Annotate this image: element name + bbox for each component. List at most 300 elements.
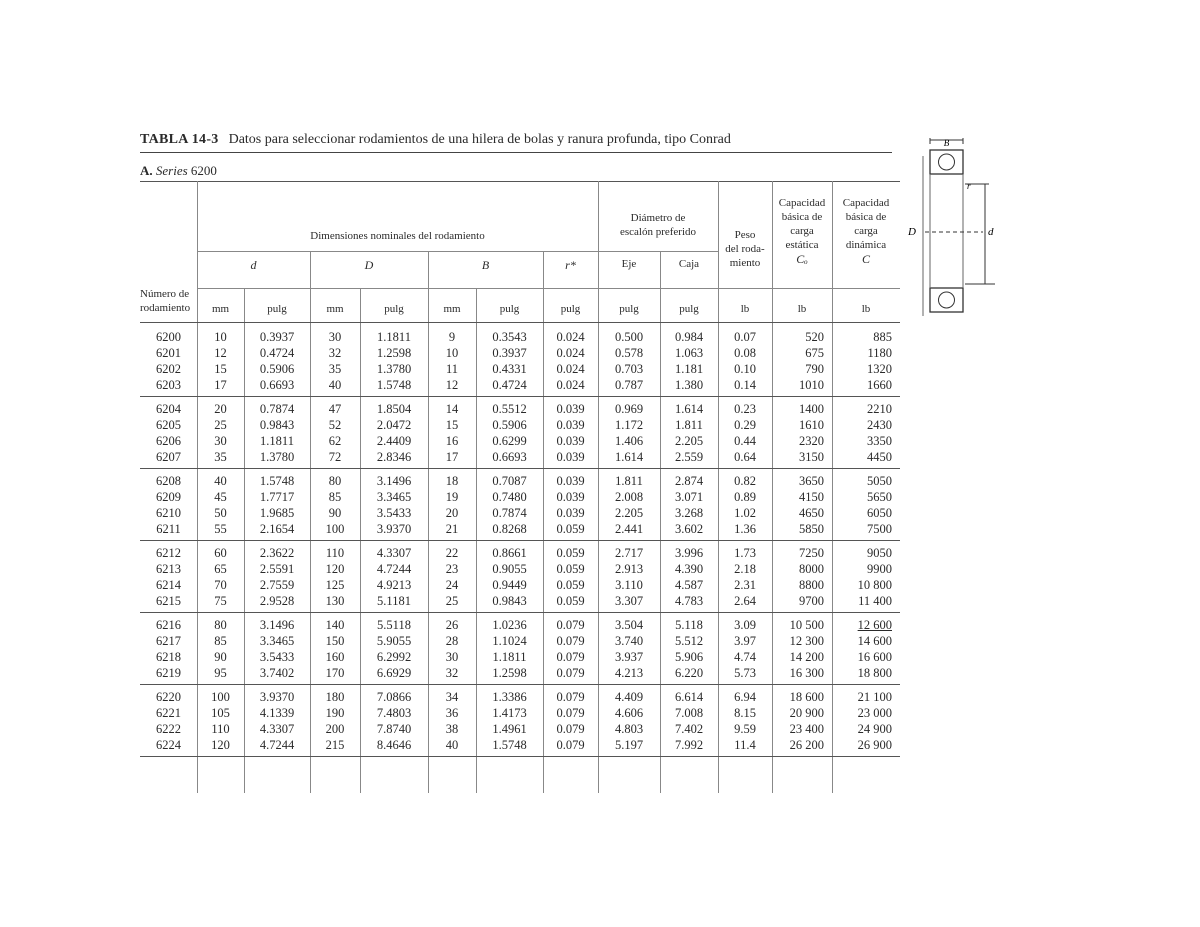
- table-cell: 7.4803: [376, 706, 412, 720]
- table-cell: 0.7874: [492, 506, 527, 520]
- table-cell: 1660: [867, 378, 892, 392]
- table-cell: 6209: [156, 490, 181, 504]
- table-cell: 1.181: [674, 362, 704, 376]
- table-cell: 885: [873, 330, 892, 344]
- table-title: [140, 132, 731, 148]
- table-cell: 0.5512: [492, 402, 527, 416]
- table-cell: 5.197: [614, 738, 644, 752]
- table-cell: 1.8504: [376, 402, 412, 416]
- table-cell: 0.6693: [259, 378, 295, 392]
- table-cell: 2.008: [614, 490, 644, 504]
- table-cell: 62: [328, 434, 342, 448]
- table-row: [140, 473, 900, 489]
- table-cell: 30: [214, 434, 227, 448]
- table-cell: 12: [445, 378, 459, 392]
- table-cell: 9: [448, 330, 456, 344]
- table-cell: 0.059: [556, 594, 585, 608]
- table-cell: 0.039: [556, 490, 585, 504]
- table-cell: 52: [328, 418, 342, 432]
- table-cell: 1.1811: [492, 650, 527, 664]
- table-cell: 6221: [156, 706, 181, 720]
- table-cell: 1.811: [675, 418, 703, 432]
- table-cell: 0.079: [556, 690, 585, 704]
- table-cell: 19: [445, 490, 459, 504]
- table-cell: 14 600: [857, 634, 892, 648]
- table-cell: 6208: [156, 474, 181, 488]
- table-cell: 9700: [799, 594, 824, 608]
- table-cell: 22: [445, 546, 459, 560]
- table-cell: 4.606: [614, 706, 644, 720]
- table-cell: 15: [214, 362, 227, 376]
- table-cell: 5850: [799, 522, 824, 536]
- table-row: [140, 521, 900, 537]
- table-row: [140, 345, 900, 361]
- table-cell: 4450: [867, 450, 892, 464]
- table-cell: 24: [445, 578, 459, 592]
- col-diametro-header: Diámetro de escalón preferido: [619, 212, 697, 238]
- table-cell: 0.039: [556, 434, 585, 448]
- table-cell: 0.7874: [259, 402, 295, 416]
- table-row: [140, 593, 900, 609]
- table-cell: 0.039: [556, 402, 585, 416]
- col-r-header: r*: [565, 258, 576, 272]
- table-cell: 520: [805, 330, 824, 344]
- table-cell: 4.3307: [259, 722, 295, 736]
- table-cell: 47: [328, 402, 342, 416]
- table-cell: 90: [214, 650, 227, 664]
- row-group: [140, 541, 900, 613]
- table-cell: 675: [805, 346, 824, 360]
- table-cell: 100: [211, 690, 230, 704]
- table-cell: 3.268: [674, 506, 704, 520]
- table-cell: 95: [214, 666, 227, 680]
- table-cell: 0.079: [556, 738, 585, 752]
- table-cell: 4.390: [674, 562, 704, 576]
- table-cell: 1.3386: [492, 690, 527, 704]
- table-cell: 10: [445, 346, 459, 360]
- table-cell: 11 400: [858, 594, 892, 608]
- table-cell: 2.205: [614, 506, 644, 520]
- table-cell: 1.3780: [376, 362, 412, 376]
- table-row: [140, 329, 900, 345]
- table-cell: 1.2598: [492, 666, 527, 680]
- table-cell: 0.024: [556, 330, 585, 344]
- table-cell: 6210: [156, 506, 181, 520]
- table-cell: 10 500: [789, 618, 824, 632]
- table-cell: 0.969: [614, 402, 644, 416]
- table-cell: 0.07: [734, 330, 756, 344]
- table-cell: 9.59: [734, 722, 756, 736]
- table-cell: 7.992: [674, 738, 704, 752]
- table-cell: 2.5591: [259, 562, 295, 576]
- table-cell: 1.614: [614, 450, 644, 464]
- table-cell: 1610: [799, 418, 824, 432]
- table-cell: 3150: [799, 450, 824, 464]
- table-cell: 80: [328, 474, 342, 488]
- table-cell: 1.4961: [492, 722, 527, 736]
- row-group: [140, 685, 900, 757]
- table-cell: 35: [214, 450, 227, 464]
- table-cell: 0.7087: [492, 474, 527, 488]
- table-cell: 3.996: [674, 546, 704, 560]
- table-cell: 2210: [867, 402, 892, 416]
- table-row: [140, 705, 900, 721]
- table-cell: 6213: [156, 562, 181, 576]
- table-cell: 2.4409: [376, 434, 412, 448]
- table-cell: 3.1496: [376, 474, 412, 488]
- table-row: [140, 633, 900, 649]
- row-group: [140, 325, 900, 397]
- col-D-header: D: [364, 258, 374, 272]
- table-cell: 8000: [799, 562, 824, 576]
- table-cell: 20: [214, 402, 227, 416]
- table-cell: 1180: [867, 346, 892, 360]
- table-cell: 4650: [799, 506, 824, 520]
- table-cell: 160: [325, 650, 345, 664]
- table-cell: 90: [328, 506, 342, 520]
- table-cell: 0.059: [556, 546, 585, 560]
- header-subrule: [197, 251, 718, 252]
- table-cell: 6.220: [674, 666, 704, 680]
- series-heading: [140, 163, 217, 179]
- table-cell: 6205: [156, 418, 181, 432]
- unit-label: mm: [211, 303, 230, 315]
- table-cell: 6217: [156, 634, 181, 648]
- table-cell: 3650: [799, 474, 824, 488]
- table-row: [140, 665, 900, 681]
- table-cell: 1.1811: [260, 434, 294, 448]
- table-cell: 0.079: [556, 618, 585, 632]
- table-cell: 3.307: [614, 594, 644, 608]
- table-cell: 12 600: [857, 618, 892, 632]
- table-cell: 7500: [867, 522, 892, 536]
- table-cell: 14 200: [789, 650, 824, 664]
- table-cell: 17: [214, 378, 227, 392]
- table-cell: 0.059: [556, 578, 585, 592]
- header-top-rule: [140, 181, 900, 182]
- table-cell: 0.23: [734, 402, 756, 416]
- table-cell: 4.1339: [259, 706, 295, 720]
- table-cell: 0.7480: [492, 490, 527, 504]
- table-cell: 180: [325, 690, 345, 704]
- table-cell: 0.9055: [492, 562, 527, 576]
- row-group: [140, 613, 900, 685]
- ball-bottom: [939, 292, 955, 308]
- diagram-label-d: d: [988, 226, 994, 238]
- table-cell: 790: [805, 362, 824, 376]
- table-row: [140, 489, 900, 505]
- table-cell: 0.9843: [492, 594, 527, 608]
- table-cell: 6050: [867, 506, 892, 520]
- table-cell: 85: [328, 490, 342, 504]
- table-cell: 3.110: [615, 578, 643, 592]
- table-cell: 3.3465: [259, 634, 295, 648]
- table-cell: 50: [214, 506, 227, 520]
- table-cell: 1.5748: [376, 378, 412, 392]
- col-caja-header: Caja: [678, 258, 700, 270]
- table-cell: 0.039: [556, 450, 585, 464]
- table-cell: 5.9055: [376, 634, 412, 648]
- bearing-diagram: [905, 138, 1000, 318]
- table-cell: 200: [325, 722, 345, 736]
- table-cell: 17: [445, 450, 459, 464]
- table-cell: 36: [445, 706, 459, 720]
- unit-label: pulg: [619, 303, 639, 315]
- table-cell: 0.039: [556, 418, 585, 432]
- unit-label: pulg: [679, 303, 699, 315]
- table-cell: 6219: [156, 666, 181, 680]
- table-cell: 2.18: [734, 562, 756, 576]
- table-cell: 6202: [156, 362, 181, 376]
- col-cap-estatica-header: Capacidad básica de carga estática Cₒ: [778, 197, 826, 266]
- table-cell: 7250: [799, 546, 824, 560]
- table-cell: 110: [325, 546, 345, 560]
- table-cell: 2.31: [734, 578, 756, 592]
- table-cell: 18 800: [857, 666, 892, 680]
- table-cell: 2.7559: [259, 578, 295, 592]
- unit-label: lb: [861, 303, 871, 315]
- table-cell: 1.1811: [377, 330, 411, 344]
- table-cell: 2.717: [614, 546, 644, 560]
- table-cell: 7.0866: [376, 690, 412, 704]
- table-cell: 7.402: [674, 722, 704, 736]
- table-cell: 38: [445, 722, 459, 736]
- table-row: [140, 689, 900, 705]
- header-bottom-rule: [140, 322, 900, 323]
- unit-label: pulg: [560, 303, 581, 315]
- unit-label: mm: [443, 303, 461, 315]
- table-cell: 0.6299: [492, 434, 527, 448]
- table-cell: 5.5118: [377, 618, 411, 632]
- table-cell: 3.9370: [259, 690, 295, 704]
- table-cell: 6218: [156, 650, 181, 664]
- table-cell: 0.984: [674, 330, 704, 344]
- table-cell: 6207: [156, 450, 181, 464]
- table-cell: 0.5906: [492, 418, 527, 432]
- table-cell: 0.10: [734, 362, 756, 376]
- table-cell: 3.740: [614, 634, 644, 648]
- unit-label: mm: [326, 303, 344, 315]
- table-cell: 23 000: [857, 706, 892, 720]
- table-cell: 24 900: [857, 722, 892, 736]
- table-cell: 1.406: [614, 434, 644, 448]
- table-cell: 16 600: [857, 650, 892, 664]
- table-cell: 6222: [156, 722, 181, 736]
- table-cell: 6201: [156, 346, 181, 360]
- table-cell: 0.578: [614, 346, 644, 360]
- table-cell: 3.97: [734, 634, 756, 648]
- table-cell: 5.73: [734, 666, 756, 680]
- title-rule: [140, 152, 892, 153]
- table-row: [140, 401, 900, 417]
- table-cell: 0.024: [556, 378, 585, 392]
- table-row: [140, 649, 900, 665]
- table-cell: 0.500: [614, 330, 644, 344]
- table-cell: 4.803: [614, 722, 644, 736]
- table-cell: 140: [325, 618, 345, 632]
- table-cell: 3.5433: [376, 506, 412, 520]
- table-cell: 3.09: [734, 618, 756, 632]
- diagram-label-B: B: [943, 138, 950, 148]
- table-label: TABLA 14-3: [140, 132, 219, 147]
- table-cell: 0.8268: [492, 522, 527, 536]
- table-cell: 80: [214, 618, 227, 632]
- table-cell: 1.063: [674, 346, 704, 360]
- table-cell: 0.3937: [492, 346, 527, 360]
- table-cell: 4.3307: [376, 546, 412, 560]
- table-cell: 1.380: [674, 378, 704, 392]
- table-cell: 2320: [799, 434, 824, 448]
- table-cell: 4.213: [614, 666, 644, 680]
- table-cell: 0.079: [556, 722, 585, 736]
- table-cell: 2.559: [674, 450, 704, 464]
- table-cell: 0.14: [734, 378, 756, 392]
- table-cell: 18: [445, 474, 459, 488]
- table-row: [140, 561, 900, 577]
- table-cell: 1010: [799, 378, 824, 392]
- table-cell: 0.9843: [259, 418, 295, 432]
- table-cell: 12: [214, 346, 227, 360]
- table-row: [140, 577, 900, 593]
- table-cell: 3.602: [674, 522, 704, 536]
- table-cell: 40: [328, 378, 342, 392]
- table-cell: 1.02: [734, 506, 756, 520]
- table-cell: 1.5748: [259, 474, 295, 488]
- table-cell: 11.4: [734, 738, 756, 752]
- table-cell: 130: [325, 594, 345, 608]
- table-cell: 120: [325, 562, 345, 576]
- table-row: [140, 433, 900, 449]
- table-cell: 0.3543: [492, 330, 527, 344]
- col-cap-dinamica-header: Capacidad básica de carga dinámica C: [842, 197, 890, 266]
- table-cell: 55: [214, 522, 227, 536]
- table-cell: 1.4173: [492, 706, 527, 720]
- unit-label: lb: [740, 303, 750, 315]
- table-cell: 3.1496: [259, 618, 295, 632]
- table-row: [140, 377, 900, 393]
- table-cell: 2.3622: [259, 546, 295, 560]
- table-cell: 23: [445, 562, 459, 576]
- table-cell: 9050: [867, 546, 892, 560]
- table-cell: 6200: [156, 330, 181, 344]
- table-cell: 190: [325, 706, 345, 720]
- diagram-label-r: r: [967, 181, 971, 191]
- table-cell: 40: [445, 738, 459, 752]
- table-cell: 30: [328, 330, 342, 344]
- series-number: 6200: [190, 163, 217, 178]
- table-cell: 0.8661: [492, 546, 527, 560]
- table-cell: 0.29: [734, 418, 756, 432]
- table-cell: 1.7717: [259, 490, 295, 504]
- table-cell: 0.039: [556, 474, 585, 488]
- col-d-header: d: [250, 258, 257, 272]
- table-cell: 0.059: [556, 562, 585, 576]
- table-cell: 10 800: [857, 578, 892, 592]
- table-cell: 110: [211, 722, 230, 736]
- table-cell: 1.73: [734, 546, 756, 560]
- table-cell: 0.024: [556, 346, 585, 360]
- table-cell: 2430: [867, 418, 892, 432]
- table-cell: 100: [325, 522, 345, 536]
- table-cell: 18 600: [789, 690, 824, 704]
- table-cell: 5.118: [675, 618, 703, 632]
- table-row: [140, 721, 900, 737]
- table-cell: 70: [214, 578, 227, 592]
- table-cell: 3.3465: [376, 490, 412, 504]
- table-cell: 2.8346: [376, 450, 412, 464]
- table-cell: 6216: [156, 618, 181, 632]
- table-cell: 0.079: [556, 666, 585, 680]
- table-cell: 0.079: [556, 634, 585, 648]
- table-cell: 45: [214, 490, 227, 504]
- table-cell: 7.8740: [376, 722, 412, 736]
- table-cell: 0.4724: [259, 346, 295, 360]
- table-cell: 5.512: [674, 634, 704, 648]
- table-cell: 2.1654: [259, 522, 295, 536]
- table-body: [140, 325, 900, 757]
- series-prefix: A.: [140, 163, 153, 178]
- table-cell: 40: [214, 474, 227, 488]
- table-cell: 0.079: [556, 650, 585, 664]
- table-cell: 16: [445, 434, 459, 448]
- table-row: [140, 505, 900, 521]
- table-cell: 0.08: [734, 346, 756, 360]
- col-peso-header: Peso del roda- miento: [725, 229, 765, 269]
- row-group: [140, 469, 900, 541]
- table-cell: 0.024: [556, 362, 585, 376]
- unit-label: pulg: [384, 303, 404, 315]
- table-cell: 72: [328, 450, 342, 464]
- table-row: [140, 417, 900, 433]
- table-cell: 1.0236: [492, 618, 527, 632]
- col-dimensiones-header: Dimensiones nominales del rodamiento: [310, 230, 485, 242]
- table-cell: 5.906: [674, 650, 704, 664]
- table-cell: 15: [445, 418, 459, 432]
- table-cell: 6211: [156, 522, 181, 536]
- table-cell: 10: [214, 330, 227, 344]
- table-cell: 6.6929: [376, 666, 412, 680]
- table-cell: 11: [445, 362, 459, 376]
- table-cell: 1.614: [674, 402, 704, 416]
- table-cell: 0.4724: [492, 378, 527, 392]
- table-cell: 5650: [867, 490, 892, 504]
- table-cell: 14: [445, 402, 459, 416]
- table-cell: 85: [214, 634, 227, 648]
- table-cell: 4.74: [734, 650, 756, 664]
- table-cell: 125: [325, 578, 345, 592]
- table-cell: 3.5433: [259, 650, 295, 664]
- table-row: [140, 449, 900, 465]
- table-cell: 5050: [867, 474, 892, 488]
- table-cell: 60: [214, 546, 227, 560]
- table-cell: 25: [214, 418, 227, 432]
- table-cell: 2.0472: [376, 418, 412, 432]
- table-row: [140, 737, 900, 753]
- table-cell: 3.9370: [376, 522, 412, 536]
- table-cell: 1320: [867, 362, 892, 376]
- table-cell: 16 300: [789, 666, 824, 680]
- table-row: [140, 617, 900, 633]
- table-cell: 28: [445, 634, 459, 648]
- table-cell: 1.1024: [492, 634, 527, 648]
- table-cell: 20 900: [789, 706, 824, 720]
- table-cell: 1.5748: [492, 738, 527, 752]
- table-cell: 32: [445, 666, 459, 680]
- table-cell: 6206: [156, 434, 181, 448]
- table-cell: 6214: [156, 578, 181, 592]
- table-cell: 120: [211, 738, 230, 752]
- table-cell: 4.7244: [376, 562, 412, 576]
